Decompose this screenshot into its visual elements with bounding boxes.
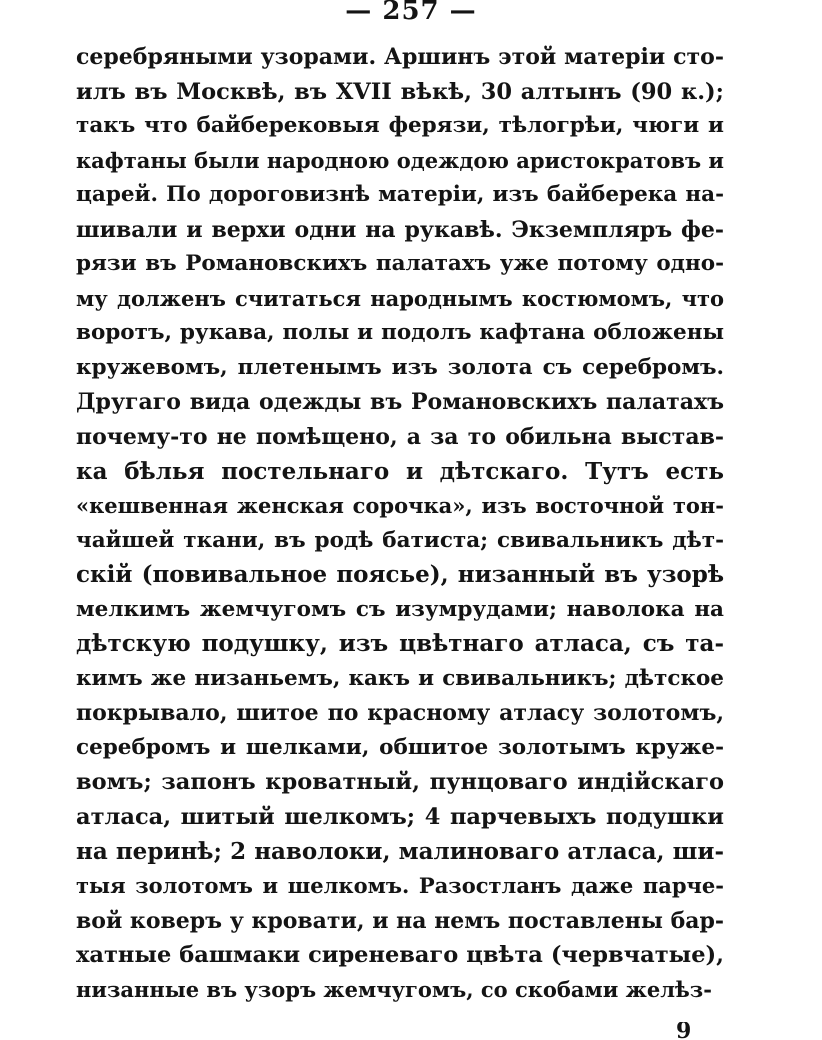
text-line-5: царей. По дороговизнѣ матеріи, изъ байберека на-	[76, 182, 724, 208]
page-number: — 257 —	[345, 0, 477, 20]
text-line-7: рязи въ Романовскихъ палатахъ уже потому одно-	[76, 251, 724, 277]
text-line-19: кимъ же низаньемъ, какъ и свивальникъ; дѣтское	[76, 665, 724, 691]
text-line-11: Другаго вида одежды въ Романовскихъ палатахъ	[76, 389, 724, 416]
text-line-2: илъ въ Москвѣ, въ XVII вѣкѣ, 30 алтынъ (90 к.);	[76, 78, 724, 105]
text-line-21: серебромъ и шелками, обшитое золотымъ круже-	[76, 734, 724, 760]
text-line-27: хатные башмаки сиреневаго цвѣта (червчатые),	[76, 942, 724, 969]
text-line-26: вой коверъ у кровати, и на немъ поставлены бар-	[76, 907, 724, 934]
text-line-3: такъ что байберековыя ферязи, тѣлогрѣи, чюги и	[76, 113, 724, 139]
text-line-20: покрывало, шитое по красному атласу золотомъ,	[76, 700, 724, 727]
text-line-6: шивали и верхи одни на рукавѣ. Экземпляръ фе-	[76, 216, 724, 243]
text-line-12: почему-то не помѣщено, а за то обильна выстав-	[76, 424, 724, 451]
text-line-1: серебряными узорами. Аршинъ этой матеріи сто-	[76, 44, 724, 70]
text-line-23: атласа, шитый шелкомъ; 4 парчевыхъ подушки	[76, 804, 724, 831]
text-line-24: на перинѣ; 2 наволоки, малиноваго атласа, ши-	[76, 837, 724, 865]
text-line-4: кафтаны были народною одеждою аристократовъ и	[76, 147, 724, 173]
text-line-25: тыя золотомъ и шелкомъ. Разостланъ даже парче-	[76, 873, 724, 899]
text-line-15: чайшей ткани, въ родѣ батиста; свивальникъ дѣт-	[76, 527, 724, 553]
body-text	[76, 40, 724, 1007]
signature-mark: 9	[676, 1022, 692, 1040]
text-line-17: мелкимъ жемчугомъ съ изумрудами; наволока на	[76, 596, 724, 622]
text-line-8: му долженъ считаться народнымъ костюмомъ, что	[76, 285, 724, 311]
text-line-28: низанные въ узоръ жемчугомъ, со скобами желѣз-	[76, 976, 712, 1002]
text-line-14: «кешвенная женская сорочка», изъ восточной тон-	[76, 493, 724, 519]
text-line-16: скій (повивальное поясье), низанный въ узорѣ	[76, 561, 724, 589]
text-line-10: кружевомъ, плетенымъ изъ золота съ серебромъ.	[76, 354, 724, 380]
text-line-18: дѣтскую подушку, изъ цвѣтнаго атласа, съ та-	[76, 630, 724, 658]
text-line-22: вомъ; запонъ кроватный, пунцоваго индійскаго	[76, 769, 724, 796]
text-line-13: ка бѣлья постельнаго и дѣтскаго. Тутъ есть	[76, 457, 724, 485]
text-line-9: воротъ, рукава, полы и подолъ кафтана обложены	[76, 320, 724, 346]
